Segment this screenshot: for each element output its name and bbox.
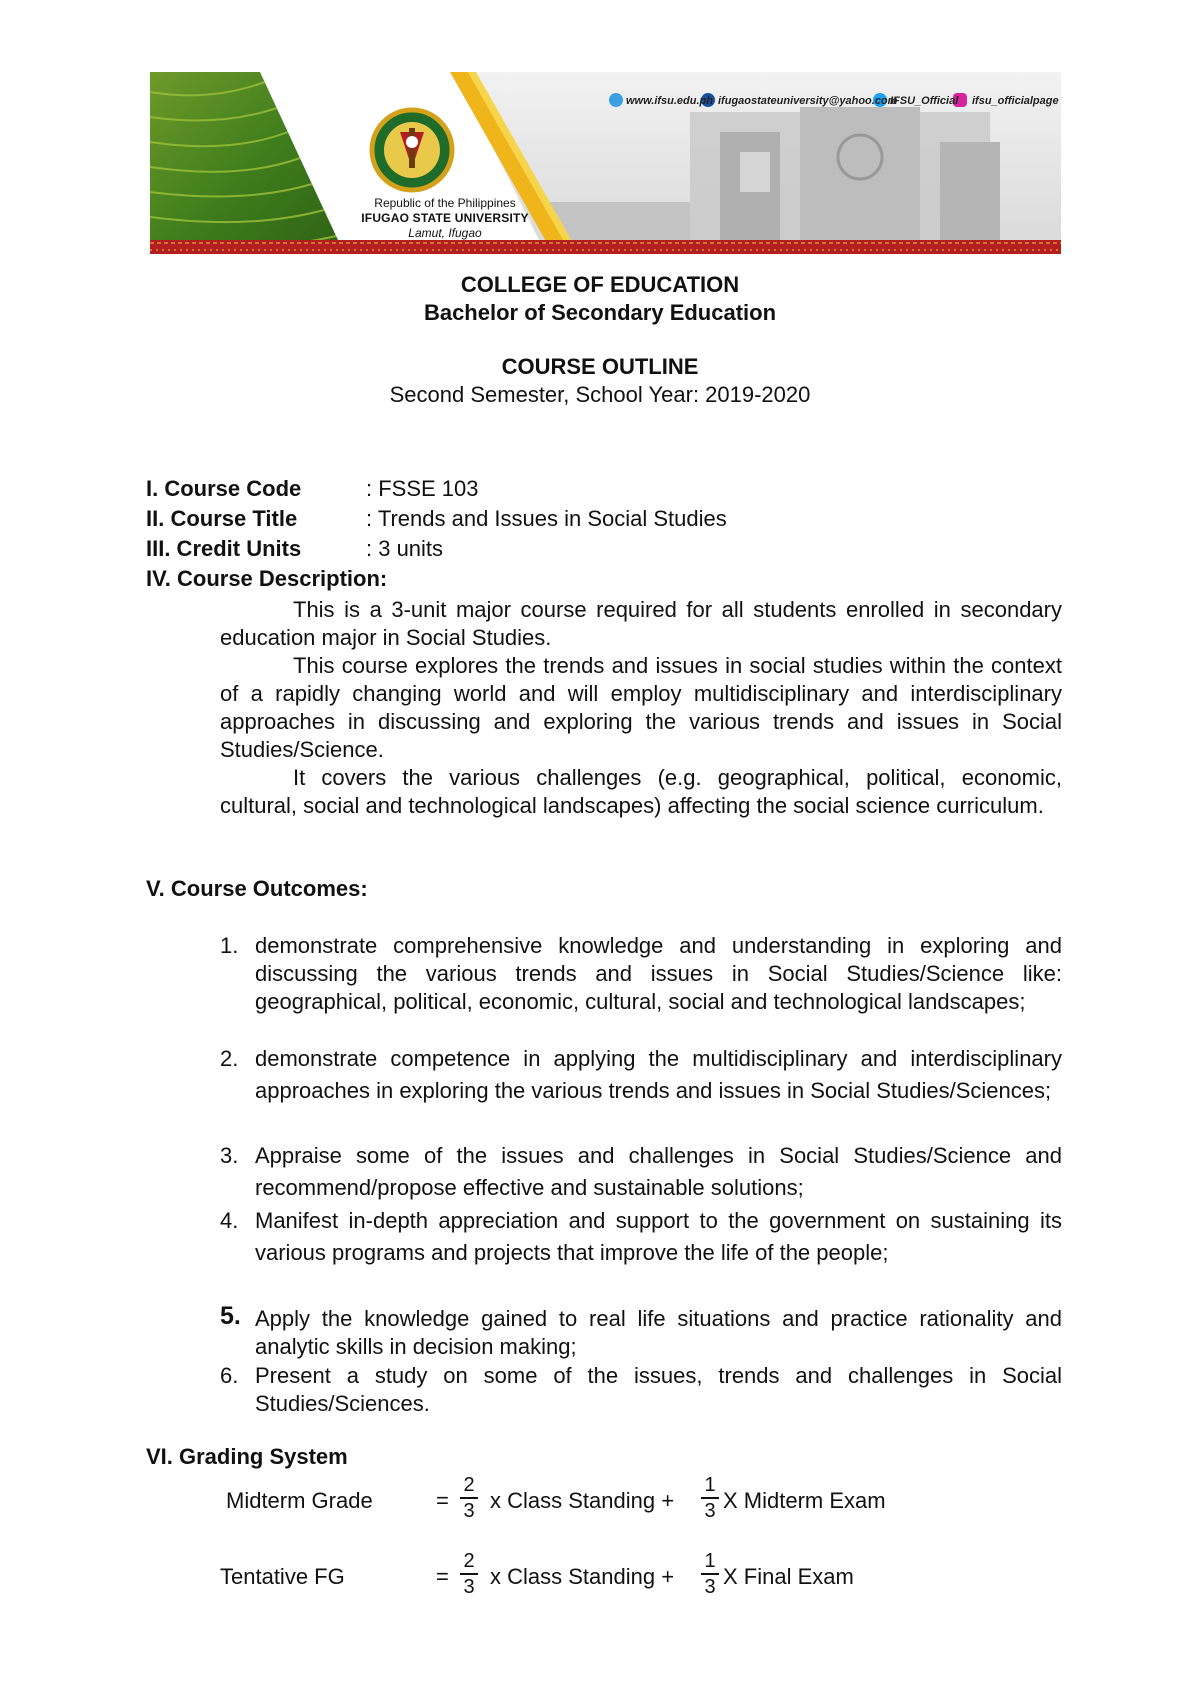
university-location: Lamut, Ifugao	[408, 226, 482, 240]
program-title: Bachelor of Secondary Education	[423, 300, 777, 325]
outcome-text: Present a study on some of the issues, trends and challenges in Social Studies/Sciences.	[255, 1363, 1062, 1416]
fraction-two-thirds	[460, 1550, 478, 1598]
outcomes-heading: V. Course Outcomes:	[146, 876, 368, 901]
description-paragraph-1: This is a 3-unit major course required for all students enrolled in secondary education major in Social Studies.	[220, 597, 1062, 650]
course-code-value: : FSSE 103	[366, 476, 479, 501]
outcome-number: 4.	[220, 1208, 239, 1233]
university-seal-icon	[372, 110, 452, 190]
exam-text: X Midterm Exam	[723, 1488, 886, 1513]
outcome-number: 5.	[220, 1302, 241, 1330]
midterm-label: Midterm Grade	[226, 1488, 373, 1513]
outcome-number: 1.	[220, 933, 239, 958]
outcome-text: demonstrate competence in applying the multidisciplinary and interdisciplinary approaches in exploring the various trends and issues in Social Studies/Sciences;	[255, 1046, 1062, 1103]
outcome-text: Appraise some of the issues and challenges in Social Studies/Science and recommend/propose effective and sustainable solutions;	[255, 1143, 1062, 1200]
fraction-numerator: 2	[463, 1550, 475, 1572]
grading-heading: VI. Grading System	[146, 1444, 348, 1469]
description-paragraph-2: This course explores the trends and issues in social studies within the context of a rapidly changing world and will employ multidisciplinary and interdisciplinary approaches in discussing and exploring the various trends and issues in Social Studies/Science.	[220, 653, 1062, 762]
page-title: COURSE OUTLINE	[501, 354, 699, 379]
outcome-number: 3.	[220, 1143, 239, 1168]
semester-text: Second Semester, School Year: 2019-2020	[389, 382, 811, 407]
class-standing-text: x Class Standing +	[490, 1564, 675, 1589]
course-title-value: : Trends and Issues in Social Studies	[366, 506, 727, 531]
fraction-bar	[460, 1573, 478, 1575]
credit-units-label: III. Credit Units	[146, 536, 302, 561]
class-standing-text: x Class Standing +	[490, 1488, 675, 1513]
outcome-text: demonstrate comprehensive knowledge and understanding in exploring and discussing the various trends and issues in Social Studies/Science like: geographical, political, economic, cultural, social and technological landscapes;	[255, 933, 1062, 1014]
description-paragraph-3: It covers the various challenges (e.g. geographical, political, economic, cultural, social and technological landscapes) affecting the social science curriculum.	[220, 765, 1062, 818]
outcome-text: Apply the knowledge gained to real life situations and practice rationality and analytic skills in decision making;	[255, 1306, 1062, 1359]
description-heading: IV. Course Description:	[146, 566, 388, 591]
college-title: COLLEGE OF EDUCATION	[460, 272, 740, 297]
course-code-label: I. Course Code	[146, 476, 302, 501]
header-banner	[150, 72, 1061, 266]
republic-text: Republic of the Philippines	[374, 196, 516, 210]
outcome-text: Manifest in-depth appreciation and support to the government on sustaining its various programs and projects that improve the life of the people;	[255, 1208, 1062, 1265]
exam-text: X Final Exam	[723, 1564, 854, 1589]
equals-sign: =	[436, 1564, 449, 1589]
fraction-numerator: 2	[463, 1474, 475, 1496]
university-name: IFUGAO STATE UNIVERSITY	[361, 211, 529, 225]
fraction-bar	[701, 1573, 719, 1575]
fraction-bar	[701, 1497, 719, 1499]
outcome-number: 2.	[220, 1046, 239, 1071]
course-title-label: II. Course Title	[146, 506, 298, 531]
fraction-two-thirds	[460, 1474, 478, 1522]
fraction-denominator: 3	[704, 1499, 716, 1522]
course-title-row	[146, 506, 727, 532]
social-instagram: ifsu_officialpage	[972, 95, 1059, 107]
fraction-denominator: 3	[704, 1575, 716, 1598]
credit-units-row	[146, 536, 443, 562]
fraction-denominator: 3	[463, 1575, 475, 1598]
fraction-numerator: 1	[704, 1474, 716, 1496]
fraction-denominator: 3	[463, 1499, 475, 1522]
outcome-number: 6.	[220, 1363, 239, 1388]
fraction-numerator: 1	[704, 1550, 716, 1572]
social-website: www.ifsu.edu.ph	[626, 95, 713, 107]
course-code-row	[146, 476, 479, 502]
banner-graphic	[150, 72, 1061, 266]
credit-units-value: : 3 units	[366, 536, 444, 561]
social-facebook: ifugaostateuniversity@yahoo.com	[718, 95, 898, 107]
fraction-one-third	[701, 1550, 719, 1598]
equals-sign: =	[436, 1488, 449, 1513]
fraction-one-third	[701, 1474, 719, 1522]
final-label: Tentative FG	[220, 1564, 345, 1589]
university-block	[345, 196, 545, 241]
fraction-bar	[460, 1497, 478, 1499]
social-twitter: IFSU_Official	[890, 95, 959, 107]
